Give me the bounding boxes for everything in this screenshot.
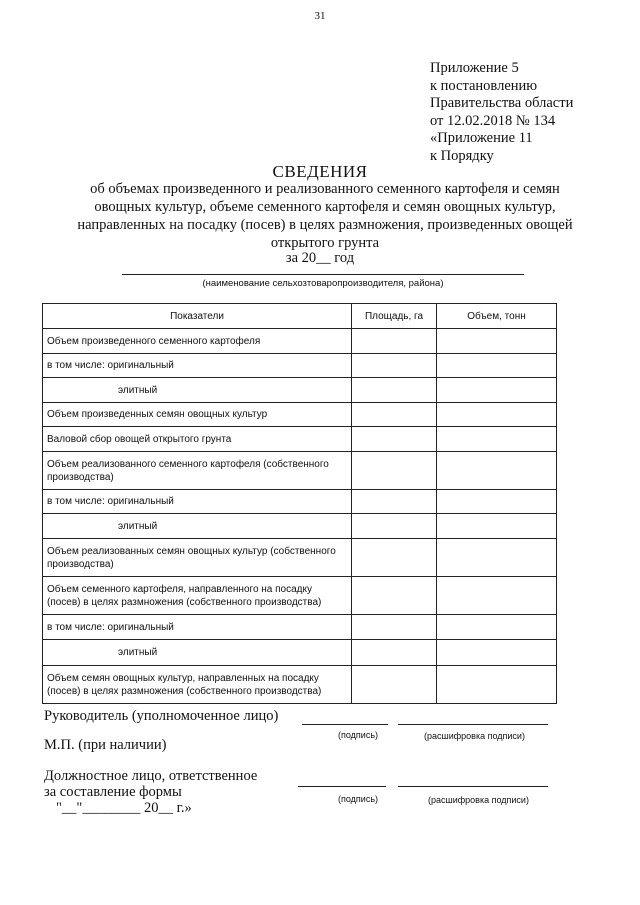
appendix-line: Приложение 5 [430,60,519,76]
area-cell[interactable] [352,452,437,490]
stamp-label: М.П. (при наличии) [44,737,167,753]
row-label: Объем реализованного семенного картофеля (собственного производства) [43,452,352,490]
table-row [43,615,557,640]
table-row [43,577,557,615]
area-cell[interactable] [352,577,437,615]
volume-cell[interactable] [437,378,557,403]
appendix-line: к Порядку [430,147,494,164]
table-row [43,354,557,378]
row-label: Объем произведенного семенного картофеля [43,329,352,354]
header-volume: Объем, тонн [437,304,557,329]
volume-cell[interactable] [437,539,557,577]
header-indicators: Показатели [43,304,352,329]
official-signature-caption: (подпись) [338,794,379,804]
volume-cell[interactable] [437,452,557,490]
official-label-line-2: за составление формы [44,784,182,800]
year-line: за 20__ год [285,250,355,266]
head-label: Руководитель (уполномоченное лицо) [44,708,279,724]
row-label: Объем реализованных семян овощных культур (собственного производства) [43,539,352,577]
area-cell[interactable] [352,329,437,354]
table-row [43,403,557,427]
area-cell[interactable] [352,427,437,452]
volume-cell[interactable] [437,640,557,666]
official-decoding-line[interactable] [398,786,548,787]
producer-caption: (наименование сельхозтоваропроизводителя, района) [202,278,444,289]
table-row [43,514,557,539]
row-label: Объем семян овощных культур, направленных на посадку (посев) в целях размножения (собственного производства) [43,666,352,704]
volume-cell[interactable] [437,427,557,452]
volume-cell[interactable] [437,577,557,615]
table-row [43,329,557,354]
appendix-block [430,60,573,165]
row-label: элитный [43,514,352,539]
row-label: Объем произведенных семян овощных культур [43,403,352,427]
header-area: Площадь, га [352,304,437,329]
row-label: в том числе: оригинальный [43,490,352,514]
volume-cell[interactable] [437,354,557,378]
row-label: в том числе: оригинальный [43,615,352,640]
head-decoding-caption: (расшифровка подписи) [424,731,525,741]
row-label: Объем семенного картофеля, направленного на посадку (посев) в целях размножения (собственного производства) [43,577,352,615]
area-cell[interactable] [352,354,437,378]
volume-cell[interactable] [437,514,557,539]
volume-cell[interactable] [437,490,557,514]
table-row [43,666,557,704]
row-label: Валовой сбор овощей открытого грунта [43,427,352,452]
appendix-line: Правительства области [430,95,574,111]
table-row [43,427,557,452]
table-row [43,640,557,666]
table-row [43,378,557,403]
head-signature-line[interactable] [302,724,388,725]
area-cell[interactable] [352,514,437,539]
volume-cell[interactable] [437,666,557,704]
page-number: 31 [314,10,326,22]
table-row [43,490,557,514]
official-label-line-1: Должностное лицо, ответственное [44,768,258,784]
official-decoding-caption: (расшифровка подписи) [428,795,529,805]
official-signature-line[interactable] [298,786,386,787]
producer-name-line [122,274,524,275]
row-label: элитный [43,378,352,403]
appendix-line: от 12.02.2018 № 134 [430,112,556,129]
area-cell[interactable] [352,615,437,640]
table-row [43,452,557,490]
appendix-line: к постановлению [430,77,538,94]
document-title: СВЕДЕНИЯ [272,162,368,181]
volume-cell[interactable] [437,329,557,354]
row-label: в том числе: оригинальный [43,354,352,378]
table-row [43,539,557,577]
row-label: элитный [43,640,352,666]
area-cell[interactable] [352,539,437,577]
area-cell[interactable] [352,640,437,666]
area-cell[interactable] [352,403,437,427]
area-cell[interactable] [352,378,437,403]
data-table [42,303,557,704]
area-cell[interactable] [352,490,437,514]
volume-cell[interactable] [437,615,557,640]
date-line: "__"________ 20__ г.» [56,800,192,816]
area-cell[interactable] [352,666,437,704]
head-decoding-line[interactable] [398,724,548,725]
table-header-row [43,304,557,329]
appendix-line: «Приложение 11 [430,130,533,146]
document-subtitle: об объемах произведенного и реализованного семенного картофеля и семян овощных культур, объеме семенного картофеля и семян овощных культур, направленных на посадку (посев) в целях размножения, произведенных овощей открытого грунта [77,181,573,251]
head-signature-caption: (подпись) [338,730,379,740]
volume-cell[interactable] [437,403,557,427]
